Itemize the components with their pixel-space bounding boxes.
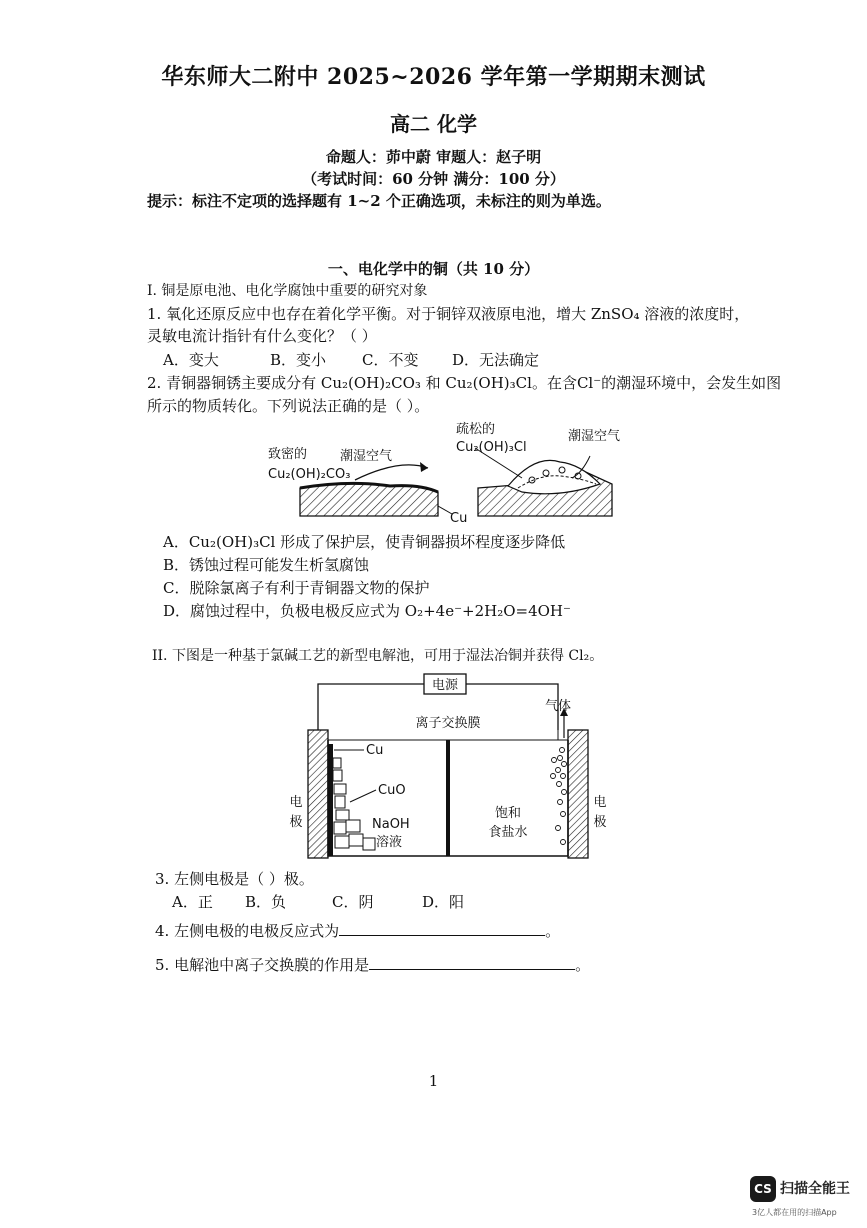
tip-label: 提示： — [147, 192, 193, 210]
exam-title: 华东师大二附中 2025~2026 学年第一学期期末测试 — [161, 64, 706, 90]
exam-authors: 命题人：茆中蔚 审题人：赵子明 — [325, 148, 542, 166]
q4-text: 4. 左侧电极的电极反应式为 — [155, 922, 340, 940]
tip-line — [147, 190, 611, 211]
q5-text: 5. 电解池中离子交换膜的作用是 — [155, 956, 370, 974]
q4-end: 。 — [545, 922, 561, 940]
q2-option-b[interactable]: B．锈蚀过程可能发生析氢腐蚀 — [163, 556, 370, 574]
q4-answer-blank[interactable] — [339, 921, 545, 936]
q3-option-c[interactable]: C．阴 — [332, 893, 374, 911]
exam-info: （考试时间：60 分钟 满分：100 分） — [302, 170, 565, 188]
power-label: 电源 — [431, 678, 459, 693]
q3-option-a[interactable]: A．正 — [172, 893, 213, 911]
q5-answer-blank[interactable] — [369, 955, 575, 970]
loose-rust-layer — [508, 460, 600, 493]
part2-intro: II. 下图是一种基于氯碱工艺的新型电解池，可用于湿法冶铜并获得 Cl₂。 — [152, 648, 604, 664]
humid-air-left: 潮湿空气 — [340, 449, 393, 464]
cu-layer — [328, 744, 333, 856]
loose-label-1: 疏松的 — [456, 422, 496, 437]
exam-subject: 高二 化学 — [390, 112, 477, 136]
dense-label-2: Cu₂(OH)₂CO₃ — [268, 467, 351, 482]
q3-option-b[interactable]: B．负 — [245, 893, 287, 911]
cu-electrode-label: Cu — [366, 743, 384, 758]
left-bronze-block — [300, 483, 438, 516]
cu-label: Cu — [450, 511, 468, 526]
brine-label-2: 食盐水 — [488, 825, 528, 840]
tip-text: 标注不定项的选择题有 1~2 个正确选项，未标注的则为单选。 — [192, 192, 611, 210]
q5-end: 。 — [575, 956, 591, 974]
section-title: 一、电化学中的铜（共 10 分） — [327, 260, 540, 278]
app-tagline: 3亿人都在用的扫描App — [752, 1208, 837, 1217]
q1-option-d[interactable]: D．无法确定 — [452, 351, 540, 369]
camscanner-logo: CS — [750, 1176, 776, 1202]
right-electrode — [568, 730, 588, 858]
loose-label-2: Cu₂(OH)₃Cl — [456, 440, 527, 455]
naoh-label: NaOH — [372, 817, 410, 832]
transform-arrow — [355, 465, 428, 480]
brine-label-1: 饱和 — [494, 806, 522, 821]
solution-label: 溶液 — [376, 835, 403, 850]
gas-label: 气体 — [544, 699, 572, 714]
app-name: 扫描全能王 — [780, 1181, 850, 1197]
part1-intro: I. 铜是原电池、电化学腐蚀中重要的研究对象 — [147, 283, 428, 299]
q1-option-a[interactable]: A．变大 — [163, 351, 219, 369]
q1-option-b[interactable]: B．变小 — [270, 351, 327, 369]
page-number: 1 — [428, 1072, 439, 1090]
humid-air-right: 潮湿空气 — [568, 429, 621, 444]
dense-label-1: 致密的 — [268, 447, 308, 462]
cuo-label: CuO — [378, 783, 406, 798]
q4-line — [155, 920, 560, 941]
q5-line — [155, 954, 590, 975]
q3-text: 3. 左侧电极是（ ）极。 — [155, 870, 314, 888]
left-electrode — [308, 730, 328, 858]
corrosion-figure — [260, 418, 640, 528]
left-electrode-label-2: 极 — [289, 815, 303, 830]
membrane-label: 离子交换膜 — [415, 716, 481, 731]
q1-option-c[interactable]: C．不变 — [362, 351, 419, 369]
q3-option-d[interactable]: D．阳 — [422, 893, 465, 911]
q2-option-d[interactable]: D．腐蚀过程中，负极电极反应式为 O₂+4e⁻+2H₂O=4OH⁻ — [163, 602, 571, 620]
left-electrode-label-1: 电 — [289, 795, 303, 810]
right-electrode-label-2: 极 — [593, 815, 607, 830]
electrolysis-figure — [280, 672, 620, 862]
cuo-particles — [333, 758, 375, 850]
q1-line1: 1. 氧化还原反应中也存在着化学平衡。对于铜锌双液原电池，增大 ZnSO₄ 溶液的浓度时， — [147, 305, 750, 323]
q2-option-c[interactable]: C．脱除氯离子有利于青铜器文物的保护 — [163, 579, 430, 597]
q1-line2: 灵敏电流计指针有什么变化？（ ） — [147, 327, 377, 345]
gas-bubbles — [551, 748, 567, 845]
q2-option-a[interactable]: A．Cu₂(OH)₃Cl 形成了保护层，使青铜器损坏程度逐步降低 — [163, 533, 566, 551]
q2-line1: 2. 青铜器铜锈主要成分有 Cu₂(OH)₂CO₃ 和 Cu₂(OH)₃Cl。在含Cl⁻的潮湿环境中，会发生如图 — [147, 374, 782, 392]
q2-line2: 所示的物质转化。下列说法正确的是（ ）。 — [147, 397, 430, 415]
right-electrode-label-1: 电 — [593, 795, 607, 810]
